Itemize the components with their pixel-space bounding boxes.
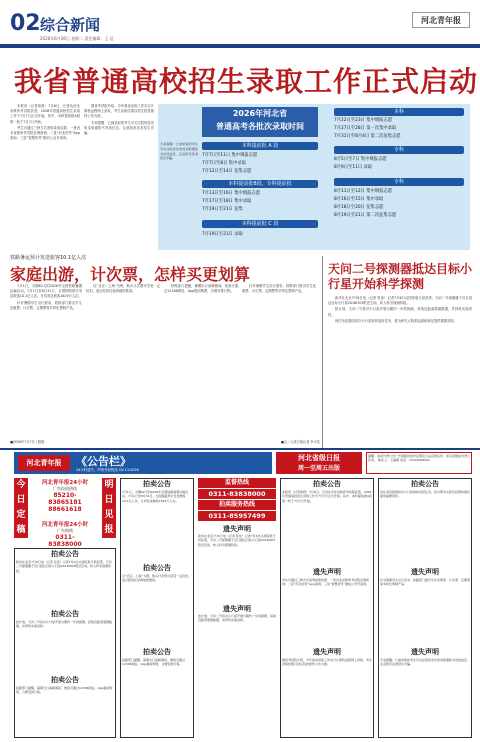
ad-auction-text: 铁路部门提醒，暑期出行高峰期间，旅客可通过12306网站、App提前购票，合理安排行程。 <box>122 658 186 667</box>
column-divider <box>322 256 323 448</box>
ad-vertical-label-tomorrow <box>102 478 116 538</box>
story1-para3: 据省考试院介绍，今年我省录取工作实行计算机远程网上录取，考生录取结果以招生院校最终公布为准。 <box>84 104 154 119</box>
story1-col1 <box>10 104 80 250</box>
ad-label-char: 定 <box>16 510 26 520</box>
story3-title: 天问二号探测器抵达目标小行星开始科学探测 <box>328 262 473 291</box>
story2-title: 家庭出游，计次票，怎样买更划算 <box>10 265 251 284</box>
sched-right-label-2: 专科 <box>334 178 464 186</box>
schedule-box <box>158 104 470 250</box>
ad-hotline-2 <box>30 520 100 546</box>
ad-hotline-sub: 广告热线 <box>57 528 73 533</box>
ad-auction-col-0 <box>14 548 116 738</box>
story2-footer-right: ■文／人民日报记者 李小花 <box>280 440 320 444</box>
sched-left-row: 7月7日至11日 集中填报志愿 <box>202 153 258 158</box>
story3-para: 该任务是我国首次小行星取样返回任务，将为研究太阳系起源和演化提供重要资料。 <box>335 318 457 323</box>
ad-vertical-label-today <box>14 478 28 538</box>
ad-label-char: 今 <box>16 480 26 490</box>
sched-left-row: 7月7日至8日 集中录取 <box>202 161 246 166</box>
story2-kicker: 铁路暑运预计发送旅客10.1亿人次 <box>10 255 87 261</box>
page-number: 02 <box>10 11 41 36</box>
ad-hotline-sub: 广告投放热线 <box>53 486 77 491</box>
ad-phone: 88661618 <box>48 506 82 513</box>
sched-right-row: 8月16日至15日 集中录取 <box>334 197 384 202</box>
ad-auction-text: 该任务是我国首次小行星取样返回任务，将为研究太阳系起源和演化提供重要资料。 <box>380 490 471 499</box>
sched-left-label-1: 本科提前批B段、专科提前批 <box>202 180 318 188</box>
ad-auction-title: 拍卖公告 <box>143 648 171 656</box>
ad-banner-right-sub: 周一至周五出版 <box>297 465 340 472</box>
sched-left-row: 7月17日至18日 集中录取 <box>202 199 252 204</box>
sched-right-row: 7月31日至8月4日 第二次征集志愿 <box>334 134 401 139</box>
ad-lost-title: 遗失声明 <box>223 525 251 533</box>
sched-right-row: 7月22日至23日 集中填报志愿 <box>334 118 393 123</box>
story2-para: 铁路部门提醒，暑期出行高峰期间，旅客可通过12306网站、App提前购票，合理安排行程。 <box>164 284 238 294</box>
ad-banner-left <box>14 452 272 474</box>
ad-notice-text: 提醒：本报刊登公告广告须提供身份证明及合法有效证件，如有虚假由刊登人负责。 <box>368 454 471 463</box>
ad-lost-text: 据省考试院介绍，今年我省录取工作实行计算机远程网上录取，考生录取结果以招生院校最终公布为准。 <box>282 658 373 667</box>
ad-phone: 0311- <box>55 534 75 541</box>
ad-auction-text: 新华社北京7月6日电（记者 张泉）记者7月6日从国家航天局获悉，天问二号探测器于近日抵达目标小行星2016HO3附近空间，转入科学探测阶段。 <box>16 560 112 573</box>
ad-supervise-phone: 0311-83838000 <box>198 489 276 499</box>
ad-label-char: 日 <box>16 495 26 505</box>
header-rule <box>0 44 480 48</box>
ad-banner-sub: 24小时遗失、声明刊登热线 CN 13-0026 <box>76 468 139 472</box>
ad-auction-phone: 0311-85957499 <box>198 511 276 521</box>
brand-logo: 河北青年报 <box>412 12 470 28</box>
ad-auction-col-1 <box>120 478 194 738</box>
sched-left-row: 7月19日至21日 征集 <box>202 207 243 212</box>
story2-col3 <box>164 284 238 434</box>
ad-banner-right-title: 河北省级日报 <box>298 454 340 462</box>
sched-left-row: 7月12日至14日 征集志愿 <box>202 169 252 174</box>
ad-label-char: 见 <box>104 510 114 520</box>
ad-auction-text: 本报讯（记者周莉）7月6日，记者从河北省教育考试院获悉，2026年普通高校招生录取工作于7月7日正式开始。其中，本科提前批A段第一轮于7月7日开始。 <box>282 490 372 503</box>
story1-byline: 本报讯（记者周莉）7月6日，记者从河北省教育考试院获悉，2026年普通高校招生录取工作于7月7日正式开始。其中，本科提前批A段第一轮于7月7日开始。 <box>10 104 80 124</box>
story3-para: 新华社北京7月6日电（记者 张泉）记者7月6日从国家航天局获悉，天问二号探测器于近日抵达目标小行星2016HO3附近空间，转入科学探测阶段。 <box>328 296 472 306</box>
story1-para2: 考生可通过三种方式查询录取结果：一是河北省教育考试院官网查询；二是“河北招考”App查询；三是“智慧招考”微信公众号查询。 <box>10 125 80 141</box>
schedule-main-title: 普通高考各批次录取时间 <box>216 122 304 131</box>
sched-right-row: 8月9日至11日 录取 <box>334 165 373 170</box>
ad-hotline-1 <box>30 478 100 518</box>
ad-auction-title: 拍卖公告 <box>143 480 171 488</box>
sched-left-row: 7月13日至16日 集中填报志愿 <box>202 191 261 196</box>
story2-para: 针对暑期学生出行需求，铁路部门推出学生优惠票、计次票、定期票等多样化票制产品。 <box>242 284 316 294</box>
ad-supervise-title: 监督热线 <box>198 478 276 488</box>
ad-banner-right <box>276 452 362 474</box>
ad-label-char: 稿 <box>16 525 26 535</box>
ad-auction-phone-label: 拍卖服务热线 <box>198 500 276 510</box>
ad-auction-title: 拍卖公告 <box>411 480 439 488</box>
sched-side-text: 专家提醒：已被录取的考生可关注院校发布的录取通知书发放信息，注意防范各类招生诈骗。 <box>160 142 198 161</box>
story3-para: 按计划，天问二号将对小行星开展为期约一年的探测，获取近距离观测数据，并择机实施采样。 <box>328 307 472 317</box>
sched-right-row: 8月18日至20日 征集志愿 <box>334 205 384 210</box>
ad-lost-text: 新华社北京7月6日电（记者 张泉）记者7月6日从国家航天局获悉，天问二号探测器于近日抵达目标小行星2016HO3附近空间，转入科学探测阶段。 <box>198 534 276 547</box>
ad-auction-title: 拍卖公告 <box>51 676 79 684</box>
ad-lost-title: 遗失声明 <box>313 648 341 656</box>
sched-left-label-0: 本科提前批 A 段 <box>202 142 318 150</box>
ad-lost-title: 遗失声明 <box>313 568 341 576</box>
ad-auction-title: 拍卖公告 <box>313 480 341 488</box>
section-title: 综合新闻 <box>40 16 101 34</box>
story1-col2 <box>84 104 154 250</box>
ad-auction-text: 按计划，天问二号将对小行星开展为期约一年的探测，获取近距离观测数据，并择机实施采样。 <box>16 620 113 629</box>
story3-body <box>328 296 472 446</box>
ad-auction-title: 拍卖公告 <box>51 550 79 558</box>
story2-para: 针对暑期学生出行需求，铁路部门推出学生优惠票、计次票、定期票等多样化票制产品。 <box>10 300 82 310</box>
story2-para: 以“北京－上海”为例，购买计次票可享受一定折扣，适合经常往返两地的旅客。 <box>86 284 160 294</box>
ad-hotline-col <box>198 478 276 738</box>
ad-label-char: 日 <box>104 495 114 505</box>
story1-para4: 专家提醒：已被录取的考生可关注院校发布的录取通知书发放信息，注意防范各类招生诈骗。 <box>84 120 154 136</box>
schedule-title <box>202 107 318 137</box>
ad-lost-text: 针对暑期学生出行需求，铁路部门推出学生优惠票、计次票、定期票等多样化票制产品。 <box>380 578 471 587</box>
ad-auction-text: 7月1日，为期62天的2026年全国铁路暑期运输启动。7月1日至8月31日，全国铁路预计发送旅客10.1亿人次，日均发送旅客1629万人次。 <box>122 490 189 503</box>
ad-auction-text: 铁路部门提醒，暑期出行高峰期间，旅客可通过12306网站、App提前购票，合理安排行程。 <box>16 686 113 695</box>
ad-auction-title: 拍卖公告 <box>51 610 79 618</box>
sched-right-label-1: 专科 <box>334 146 464 154</box>
ad-lost-text: 按计划，天问二号将对小行星开展为期约一年的探测，获取近距离观测数据，并择机实施采样。 <box>198 614 276 623</box>
ad-label-char: 报 <box>104 525 114 535</box>
ad-hotline-title: 河北青年报24小时 <box>41 522 89 528</box>
main-headline: 我省普通高校招生录取工作正式启动 <box>14 65 479 98</box>
page-header <box>0 0 480 54</box>
ad-phone: 85210- <box>53 492 77 499</box>
ad-lost-title: 遗失声明 <box>223 605 251 613</box>
ad-auction-col-3 <box>378 478 472 738</box>
ad-label-char: 明 <box>104 480 114 490</box>
ad-banner-brand: 河北青年报 <box>18 455 70 471</box>
sched-right-row: 8月5日至7日 集中填报志愿 <box>334 157 387 162</box>
ad-contact: 联系人：王编辑 电话：13303008641 <box>377 458 430 463</box>
story2-col4 <box>242 284 316 434</box>
sched-right-row: 7月27日至28日 第一次集中录取 <box>334 126 397 131</box>
ad-auction-title: 拍卖公告 <box>143 564 171 572</box>
ad-lost-text: 考生可通过三种方式查询录取结果：一是河北省教育考试院官网查询；二是“河北招考”App查询；三是“智慧招考”微信公众号查询。 <box>282 578 370 587</box>
ad-phone: 83865181 <box>48 499 82 506</box>
ad-phone: 83838000 <box>48 541 82 548</box>
ad-banner-title: 《公告栏》 <box>76 455 131 468</box>
sched-left-label-2: 本科提前批 C 段 <box>202 220 318 228</box>
ad-lost-text: 专家提醒：已被录取的考生可关注院校发布的录取通知书发放信息，注意防范各类招生诈骗。 <box>380 658 471 667</box>
story2-col2 <box>86 284 160 434</box>
ad-lost-title: 遗失声明 <box>411 648 439 656</box>
sched-right-row: 8月11日至12日 集中填报志愿 <box>334 189 393 194</box>
sched-right-label-0: 本科 <box>334 108 464 116</box>
story2-footer-left: ■2026年7月7日 / 版面： <box>10 440 48 444</box>
ad-notice <box>366 452 472 474</box>
ad-lost-title: 遗失声明 <box>411 568 439 576</box>
ad-auction-col-2 <box>280 478 374 738</box>
story2-col1 <box>10 284 82 434</box>
ad-auction-text: 以“北京－上海”为例，购买计次票可享受一定折扣，适合经常往返两地的旅客。 <box>122 574 192 583</box>
sched-right-row: 8月19日至21日 第二次征集志愿 <box>334 213 397 218</box>
ad-hotline-title: 河北青年报24小时 <box>41 480 89 486</box>
sched-left-row: 7月19日至21日 录取 <box>202 232 243 237</box>
schedule-year: 2026年河北省 <box>232 109 288 118</box>
ads-rule <box>0 448 480 450</box>
story2-para: 7月1日，为期62天的2026年全国铁路暑期运输启动。7月1日至8月31日，全国铁路预计发送旅客10.1亿人次，日均发送旅客1629万人次。 <box>10 284 82 299</box>
date-line: 2026年6月16日 星期二 责任编辑：王 征 <box>40 36 114 41</box>
